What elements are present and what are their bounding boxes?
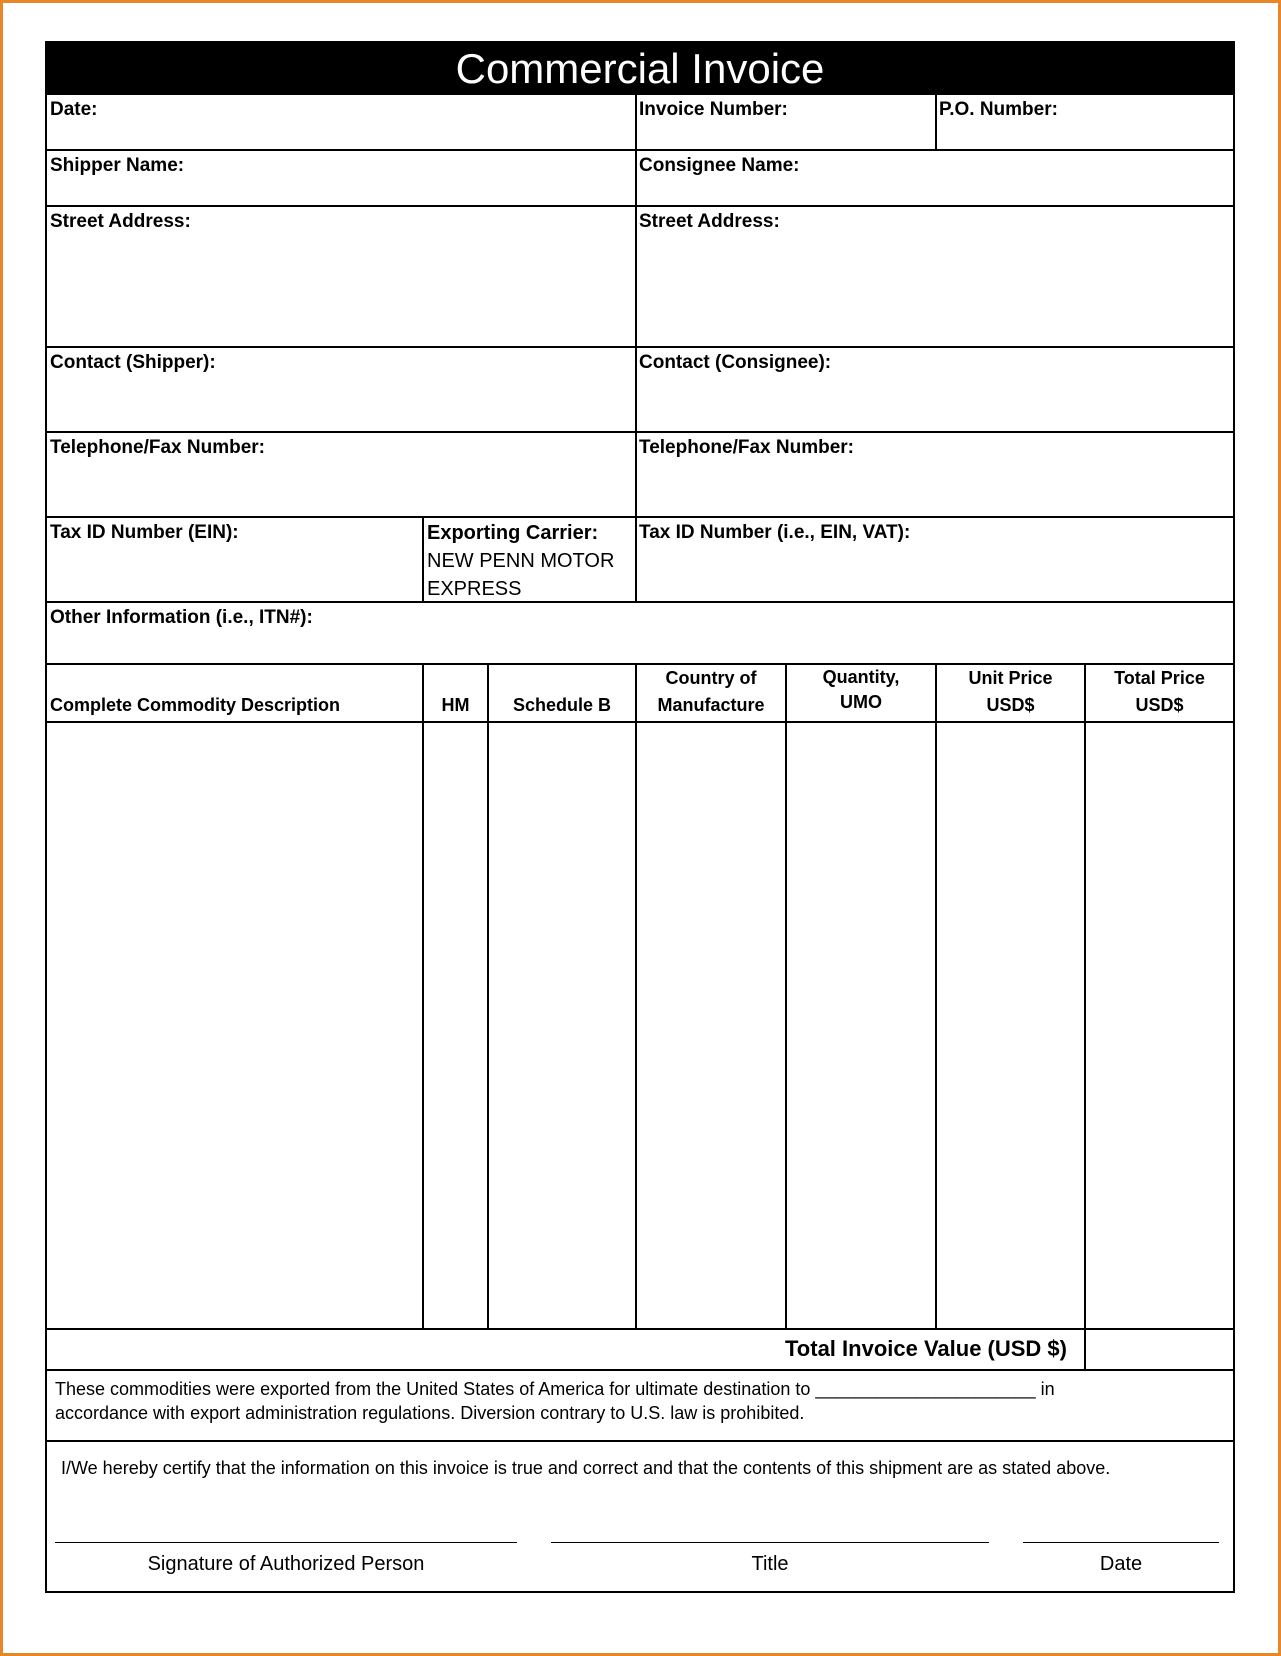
title-line[interactable]	[551, 1542, 989, 1543]
schedule-b-cell[interactable]	[489, 723, 634, 1327]
col-header-country: Country of Manufacture	[657, 668, 765, 715]
rule-total-bottom	[47, 1369, 1233, 1371]
signature-line[interactable]	[55, 1542, 517, 1543]
col-header-hm: HM	[441, 695, 470, 715]
exporting-carrier-label: Exporting Carrier:	[427, 522, 599, 544]
total-invoice-value-field[interactable]	[1086, 1330, 1232, 1368]
exporting-carrier-value-line1: NEW PENN MOTOR	[427, 550, 615, 572]
rule-under-title	[47, 93, 1233, 95]
consignee-phone-label: Telephone/Fax Number:	[639, 437, 855, 458]
invoice-number-label: Invoice Number:	[639, 99, 788, 120]
shipper-contact-label: Contact (Shipper):	[50, 352, 216, 373]
signature-label: Signature of Authorized Person	[147, 1553, 425, 1575]
col-header-quantity: Quantity, UMO	[822, 667, 900, 712]
divider-center-upper	[635, 93, 637, 601]
invoice-form	[45, 41, 1235, 1593]
export-statement: These commodities were exported from the United States of America for ultimate destination to ______________________ in accordance with export administration regulations. Diversion contrary to U.S. law is prohibited.	[55, 1379, 1055, 1423]
po-number-label: P.O. Number:	[939, 99, 1058, 120]
rule-row-4	[47, 431, 1233, 433]
rule-row-6	[47, 601, 1233, 603]
consignee-street-label: Street Address:	[639, 211, 780, 232]
signature-date-label: Date	[1099, 1553, 1143, 1575]
col-header-unit-price: Unit Price USD$	[968, 668, 1053, 715]
exporting-carrier-value-line2: EXPRESS	[427, 578, 522, 600]
shipper-street-label: Street Address:	[50, 211, 191, 232]
rule-row-1	[47, 149, 1233, 151]
col-header-total-price: Total Price USD$	[1114, 668, 1205, 715]
rule-row-3	[47, 346, 1233, 348]
shipper-name-label: Shipper Name:	[50, 155, 185, 176]
consignee-name-label: Consignee Name:	[639, 155, 800, 176]
title-label: Title	[751, 1553, 789, 1575]
date-line[interactable]	[1023, 1542, 1219, 1543]
certification-statement: I/We hereby certify that the information on this invoice is true and correct and that the contents of this shipment are as stated above.	[61, 1458, 1111, 1478]
rule-statement-bottom	[47, 1440, 1233, 1442]
rule-row-5	[47, 516, 1233, 518]
consignee-contact-label: Contact (Consignee):	[639, 352, 832, 373]
shipper-tax-id-label: Tax ID Number (EIN):	[50, 522, 239, 543]
invoice-title: Commercial Invoice	[47, 43, 1233, 93]
date-label: Date:	[50, 99, 98, 120]
hm-cell[interactable]	[424, 723, 486, 1327]
other-information-label: Other Information (i.e., ITN#):	[50, 607, 313, 628]
description-cell[interactable]	[49, 723, 421, 1327]
col-header-schedule-b: Schedule B	[512, 695, 612, 715]
divider-carrier	[422, 516, 424, 601]
total-invoice-value-label: Total Invoice Value (USD $)	[785, 1336, 1067, 1361]
shipper-phone-label: Telephone/Fax Number:	[50, 437, 266, 458]
consignee-tax-id-label: Tax ID Number (i.e., EIN, VAT):	[639, 522, 911, 543]
col-header-description: Complete Commodity Description	[50, 695, 341, 715]
rule-table-bottom	[47, 1328, 1233, 1330]
quantity-cell[interactable]	[787, 723, 934, 1327]
unit-price-cell[interactable]	[937, 723, 1083, 1327]
country-cell[interactable]	[637, 723, 784, 1327]
total-price-cell[interactable]	[1086, 723, 1232, 1327]
rule-row-2	[47, 205, 1233, 207]
divider-po	[935, 93, 937, 149]
